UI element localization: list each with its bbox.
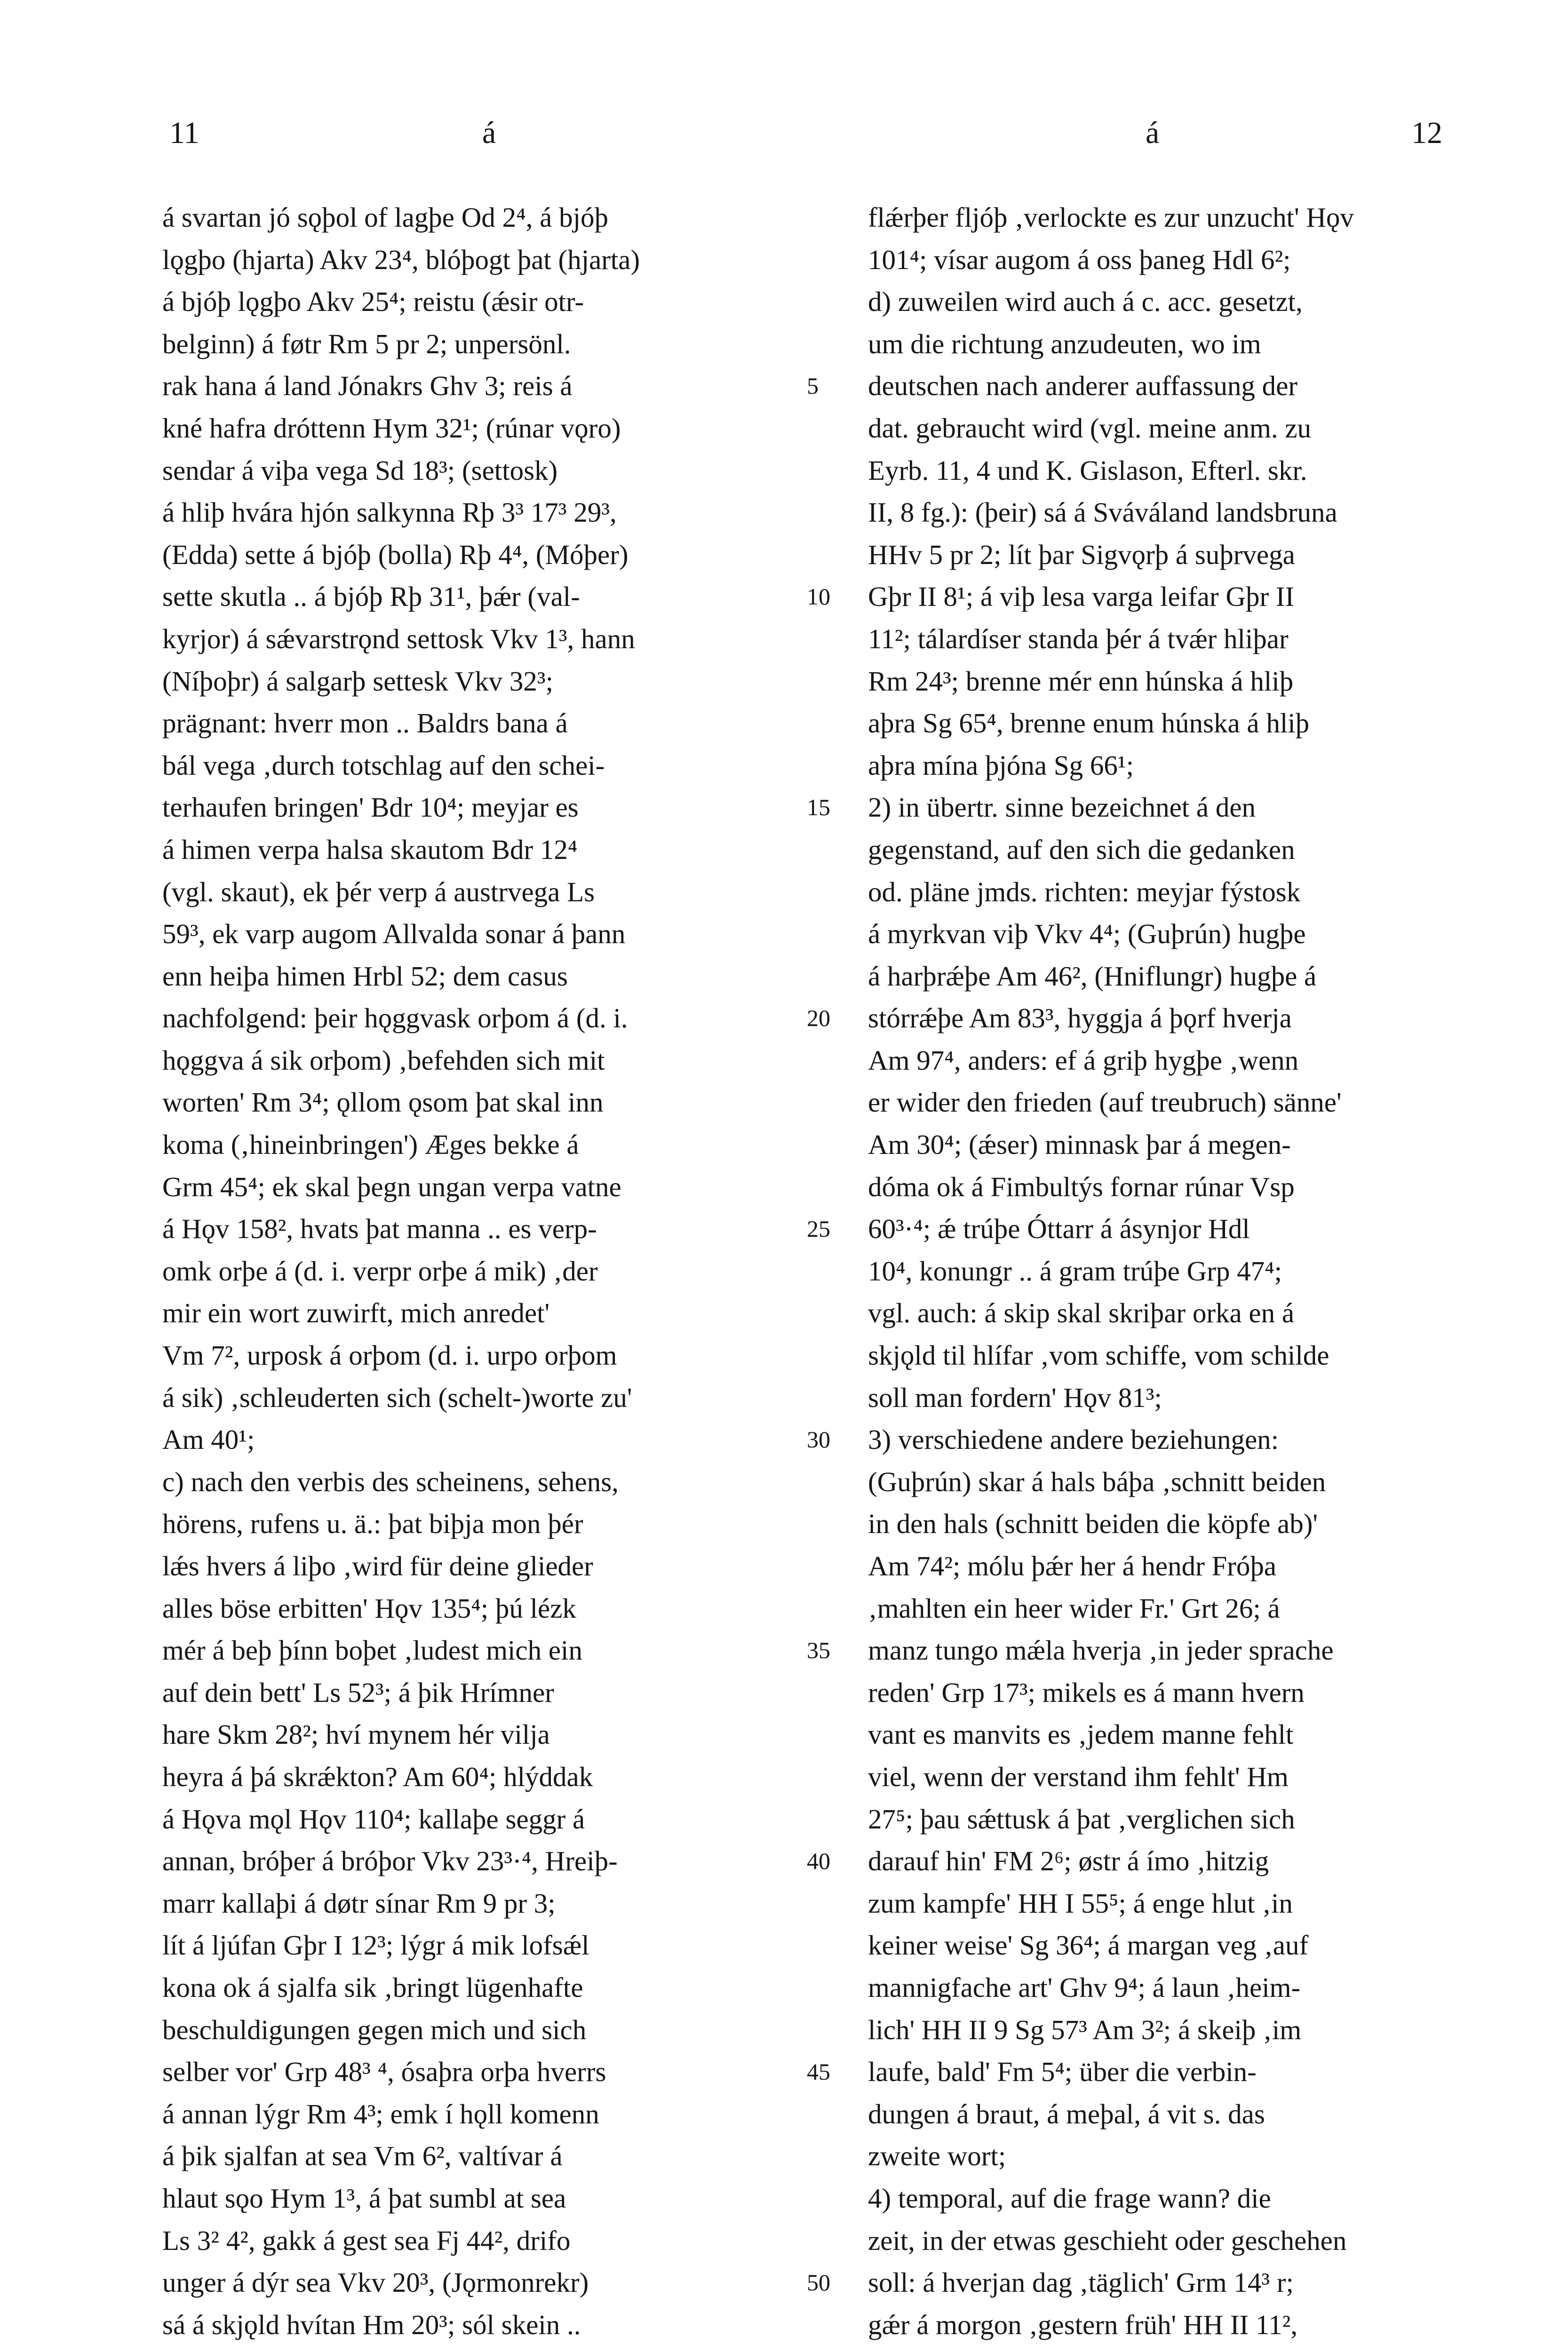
text-line: II, 8 fg.): (þeir) sá á Sváváland landsbruna [868,497,1337,528]
text-line: mir ein wort zuwirft, mich anredet' [162,1297,550,1329]
text-line: kné hafra dróttenn Hym 32¹; (rúnar vǫro) [162,412,621,444]
text-line: sette skutla .. á bjóþ Rþ 31¹, þǽr (val- [162,581,580,612]
text-line: viel, wenn der verstand ihm fehlt' Hm [868,1761,1289,1792]
text-line: mér á beþ þínn boþet ‚ludest mich ein [162,1635,582,1666]
text-line: á sik) ‚schleuderten sich (schelt-)worte zu' [162,1382,632,1413]
text-line: vant es manvits es ‚jedem manne fehlt [868,1719,1294,1750]
page-number-right: 12 [1411,116,1442,150]
running-headword-right: á [1146,116,1160,150]
text-line: á Hǫva mǫl Hǫv 110⁴; kallaþe seggr á [162,1803,585,1835]
text-line: á himen verpa halsa skautom Bdr 12⁴ [162,834,578,865]
text-line: Am 30⁴; (ǽser) minnask þar á megen- [868,1129,1291,1160]
text-line: (Guþrún) skar á hals báþa ‚schnitt beiden [868,1466,1326,1497]
text-line: 101⁴; vísar augom á oss þaneg Hdl 6²; [868,244,1291,275]
text-line: hǫggva á sik orþom) ‚befehden sich mit [162,1044,605,1076]
text-line: Eyrb. 11, 4 und K. Gislason, Efterl. skr. [868,454,1307,486]
text-line: 4) temporal, auf die frage wann? die [868,2182,1271,2214]
text-line: d) zuweilen wird auch á c. acc. gesetzt, [868,286,1303,318]
text-line: terhaufen bringen' Bdr 10⁴; meyjar es [162,792,579,823]
text-line: lǫgþo (hjarta) Akv 23⁴, blóþogt þat (hjarta) [162,244,640,275]
text-line: c) nach den verbis des scheinens, sehens, [162,1466,619,1497]
text-line: Grm 45⁴; ek skal þegn ungan verpa vatne [162,1171,621,1202]
text-line: 27⁵; þau sǽttusk á þat ‚verglichen sich [868,1803,1295,1835]
text-line: lich' HH II 9 Sg 57³ Am 3²; á skeiþ ‚im [868,2014,1302,2045]
line-number: 5 [807,373,819,399]
text-line: bál vega ‚durch totschlag auf den schei- [162,749,605,781]
running-headword-left: á [482,116,496,150]
text-line: 11²; tálardíser standa þér á tvǽr hliþar [868,623,1289,654]
text-line: er wider den frieden (auf treubruch) sänne' [868,1087,1342,1118]
text-line: mannigfache art' Ghv 9⁴; á laun ‚heim- [868,1971,1301,2003]
text-line: aþra Sg 65⁴, brenne enum húnska á hliþ [868,707,1310,739]
text-line: sendar á viþa vega Sd 18³; (settosk) [162,454,558,486]
text-line: lǽs hvers á liþo ‚wird für deine glieder [162,1550,593,1581]
text-line: reden' Grp 17³; mikels es á mann hvern [868,1677,1305,1708]
line-number: 50 [807,2269,830,2296]
text-line: aþra mína þjóna Sg 66¹; [868,749,1134,781]
text-line: darauf hin' FM 2⁶; østr á ímo ‚hitzig [868,1845,1269,1877]
text-line: gegenstand, auf den sich die gedanken [868,834,1295,865]
text-line: á myrkvan viþ Vkv 4⁴; (Guþrún) hugþe [868,918,1306,950]
text-line: kona ok á sjalfa sik ‚bringt lügenhafte [162,1971,583,2003]
text-line: rak hana á land Jónakrs Ghv 3; reis á [162,370,573,402]
text-line: á þik sjalfan at sea Vm 6², valtívar á [162,2140,563,2172]
line-number: 20 [807,1005,830,1032]
text-line: sá á skjǫld hvítan Hm 20³; sól skein .. [162,2309,581,2340]
text-line: skjǫld til hlífar ‚vom schiffe, vom schilde [868,1340,1329,1371]
text-line: heyra á þá skrǽkton? Am 60⁴; hlýddak [162,1761,593,1792]
text-line: marr kallaþi á døtr sínar Rm 9 pr 3; [162,1887,556,1919]
text-line: Am 74²; mólu þǽr her á hendr Fróþa [868,1550,1277,1581]
text-line: dat. gebraucht wird (vgl. meine anm. zu [868,412,1312,444]
text-line: hlaut sǫo Hym 1³, á þat sumbl at sea [162,2182,566,2214]
text-line: flǽrþer fljóþ ‚verlockte es zur unzucht' Hǫv [868,202,1354,233]
text-line: keiner weise' Sg 36⁴; á margan veg ‚auf [868,1930,1309,1961]
text-line: in den hals (schnitt beiden die köpfe ab)' [868,1508,1318,1540]
text-line: kyrjor) á sǽvarstrǫnd settosk Vkv 1³, hann [162,623,635,654]
line-number: 30 [807,1426,830,1453]
right-text-column [868,197,1498,2352]
text-line: 10⁴, konungr .. á gram trúþe Grp 47⁴; [868,1255,1282,1287]
text-line: Am 97⁴, anders: ef á griþ hygþe ‚wenn [868,1044,1299,1076]
text-line: zum kampfe' HH I 55⁵; á enge hlut ‚in [868,1887,1293,1919]
text-line: Ls 3² 4², gakk á gest sea Fj 44², drifo [162,2225,571,2256]
text-line: Rm 24³; brenne mér enn húnska á hliþ [868,665,1294,697]
text-line: gǽr á morgon ‚gestern früh' HH II 11², [868,2309,1298,2340]
text-line: um die richtung anzudeuten, wo im [868,328,1261,359]
text-line: dóma ok á Fimbultýs fornar rúnar Vsp [868,1171,1295,1202]
line-number: 40 [807,1848,830,1875]
text-line: dungen á braut, á meþal, á vit s. das [868,2098,1265,2130]
text-line: manz tungo mǽla hverja ‚in jeder sprache [868,1635,1334,1666]
text-line: á harþrǽþe Am 46², (Hniflungr) hugþe á [868,960,1317,992]
text-line: á Hǫv 158², hvats þat manna .. es verp- [162,1213,597,1245]
page-number-left: 11 [169,116,199,150]
text-line: 3) verschiedene andere beziehungen: [868,1424,1279,1455]
text-line: vgl. auch: á skip skal skriþar orka en á [868,1297,1295,1329]
text-line: worten' Rm 3⁴; ǫllom ǫsom þat skal inn [162,1087,604,1118]
text-line: á bjóþ lǫgþo Akv 25⁴; reistu (ǽsir otr- [162,286,584,318]
text-line: selber vor' Grp 48³ ⁴, ósaþra orþa hverrs [162,2056,606,2088]
text-line: soll man fordern' Hǫv 81³; [868,1382,1162,1413]
text-line: ‚mahlten ein heer wider Fr.' Grt 26; á [868,1592,1280,1624]
text-line: nachfolgend: þeir hǫggvask orþom á (d. i. [162,1002,628,1034]
text-line: 59³, ek varp augom Allvalda sonar á þann [162,918,626,950]
text-line: 2) in übertr. sinne bezeichnet á den [868,792,1256,823]
text-line: (Edda) sette á bjóþ (bolla) Rþ 4⁴, (Móþer) [162,539,629,570]
text-line [162,2346,793,2352]
text-line: hörens, rufens u. ä.: þat biþja mon þér [162,1508,583,1540]
text-line: alles böse erbitten' Hǫv 135⁴; þú lézk [162,1592,576,1624]
text-line: á annan lýgr Rm 4³; emk í hǫll komenn [162,2098,599,2130]
text-line: zeit, in der etwas geschieht oder geschehen [868,2225,1347,2256]
line-number: 15 [807,794,830,821]
text-line: soll: á hverjan dag ‚täglich' Grm 14³ r; [868,2267,1294,2298]
line-number: 25 [807,1216,830,1242]
line-number: 10 [807,583,830,610]
text-line: lít á ljúfan Gþr I 12³; lýgr á mik lofsǽl [162,1930,589,1961]
text-line: beschuldigungen gegen mich und sich [162,2014,587,2045]
text-line: omk orþe á (d. i. verpr orþe á mik) ‚der [162,1255,598,1287]
text-line: (vgl. skaut), ek þér verp á austrvega Ls [162,876,595,907]
line-number: 45 [807,2058,830,2085]
text-line: belginn) á føtr Rm 5 pr 2; unpersönl. [162,328,571,359]
text-line: á hliþ hvára hjón salkynna Rþ 3³ 17³ 29³, [162,497,617,528]
text-line: auf dein bett' Ls 52³; á þik Hrímner [162,1677,554,1708]
text-line: stórrǽþe Am 83³, hyggja á þǫrf hverja [868,1002,1292,1034]
text-line: deutschen nach anderer auffassung der [868,370,1298,402]
text-line: (Níþoþr) á salgarþ settesk Vkv 32³; [162,665,553,697]
text-line: Am 40¹; [162,1424,255,1455]
left-text-column [162,197,793,2352]
text-line: zweite wort; [868,2140,1006,2172]
text-line: hare Skm 28²; hví mynem hér vilja [162,1719,550,1750]
text-line: á svartan jó sǫþol of lagþe Od 2⁴, á bjóþ [162,202,608,233]
text-line: Gþr II 8¹; á viþ lesa varga leifar Gþr II [868,581,1295,612]
text-line: od. pläne jmds. richten: meyjar fýstosk [868,876,1301,907]
text-line [868,2346,1498,2352]
text-line: unger á dýr sea Vkv 20³, (Jǫrmonrekr) [162,2267,589,2298]
text-line: HHv 5 pr 2; lít þar Sigvǫrþ á suþrvega [868,539,1295,570]
text-line: prägnant: hverr mon .. Baldrs bana á [162,707,568,739]
text-line: koma (‚hineinbringen') Æges bekke á [162,1129,579,1160]
line-number: 35 [807,1637,830,1664]
text-line: Vm 7², urposk á orþom (d. i. urpo orþom [162,1340,617,1371]
text-line: laufe, bald' Fm 5⁴; über die verbin- [868,2056,1257,2088]
text-line: annan, bróþer á bróþor Vkv 23³·⁴, Hreiþ- [162,1845,618,1877]
text-line: enn heiþa himen Hrbl 52; dem casus [162,960,568,992]
text-line: 60³·⁴; ǽ trúþe Óttarr á ásynjor Hdl [868,1213,1250,1245]
